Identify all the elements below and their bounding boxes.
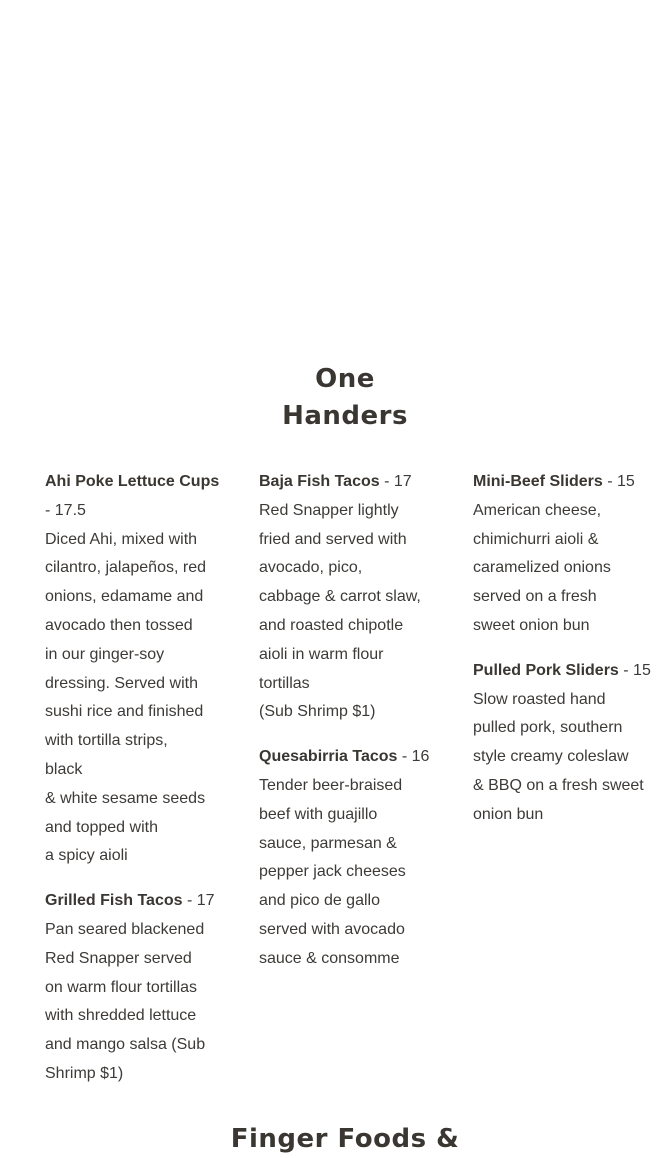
menu-item-header <box>259 743 441 772</box>
item-description <box>259 497 441 727</box>
item-description <box>259 772 441 974</box>
item-description-line: & white sesame seeds <box>45 789 206 807</box>
section-title-line: One <box>315 364 375 394</box>
item-description-line: served on a fresh <box>473 588 597 606</box>
item-description-line: with shredded lettuce <box>45 1007 197 1025</box>
item-description-line: a spicy aioli <box>45 847 128 865</box>
item-description <box>473 686 655 830</box>
item-description-line: aioli in warm flour <box>259 645 384 663</box>
menu-item-pulled-pork-sliders <box>473 657 655 830</box>
item-description-line: Diced Ahi, mixed with <box>45 530 198 548</box>
item-description-line: cabbage & carrot slaw, <box>259 588 421 606</box>
section-title-finger-foods <box>0 1121 670 1158</box>
item-description-line: style creamy coleslaw <box>473 748 629 766</box>
menu-item-header <box>45 887 227 916</box>
menu-item-header <box>259 468 441 497</box>
menu-item-ahi-poke <box>45 468 227 871</box>
menu-column-1 <box>45 468 227 1105</box>
item-description-line: served with avocado <box>259 920 405 938</box>
menu-item-mini-beef-sliders <box>473 468 655 641</box>
item-description-line: pulled pork, southern <box>473 719 623 737</box>
menu-item-header <box>45 468 227 526</box>
item-description-line: sweet onion bun <box>473 616 590 634</box>
item-description-line: in our ginger-soy <box>45 645 165 663</box>
menu-item-header <box>473 657 655 686</box>
item-description-line: and topped with <box>45 818 158 836</box>
menu-item-baja-fish-tacos <box>259 468 441 727</box>
item-description-line: chimichurri aioli & <box>473 530 599 548</box>
item-description-line: avocado, pico, <box>259 559 363 577</box>
item-description-line: beef with guajillo <box>259 805 378 823</box>
item-description-line: sushi rice and finished <box>45 703 204 721</box>
item-description-line: sauce, parmesan & <box>259 834 397 852</box>
item-description-line: Shrimp $1) <box>45 1064 124 1082</box>
item-description-line: cilantro, jalapeños, red <box>45 559 206 577</box>
item-price: - 17 <box>379 473 412 490</box>
item-name: Baja Fish Tacos <box>259 473 380 490</box>
item-description-line: and mango salsa (Sub <box>45 1036 206 1054</box>
item-price: - 17 <box>182 892 215 910</box>
section-title-line: Handers <box>282 401 408 431</box>
item-description-line: American cheese, <box>473 501 602 519</box>
item-description-line: dressing. Served with <box>45 674 198 692</box>
item-price: - 17.5 <box>45 501 86 519</box>
item-description-line: avocado then tossed <box>45 616 193 634</box>
item-name: Ahi Poke Lettuce Cups <box>45 473 220 490</box>
item-price: - 15 <box>602 473 635 490</box>
menu-item-grilled-fish-tacos <box>45 887 227 1089</box>
item-description <box>45 526 227 872</box>
menu-item-quesabirria-tacos <box>259 743 441 973</box>
item-description <box>473 497 655 641</box>
section-title-line: Finger Foods & <box>230 1124 460 1154</box>
menu-item-header <box>473 468 655 497</box>
item-description-line: and roasted chipotle <box>259 616 404 634</box>
item-description-line: Tender beer-braised <box>259 776 403 794</box>
item-description-line: (Sub Shrimp $1) <box>259 703 376 721</box>
item-description-line: tortillas <box>259 674 310 692</box>
item-name: Grilled Fish Tacos <box>45 892 183 910</box>
item-description-line: sauce & consomme <box>259 949 400 967</box>
item-description-line: and pico de gallo <box>259 892 380 910</box>
item-description-line: with tortilla strips, <box>45 732 168 750</box>
item-description-line: fried and served with <box>259 530 407 548</box>
item-name: Mini-Beef Sliders <box>473 473 603 490</box>
menu-column-2 <box>259 468 441 990</box>
item-description-line: Pan seared blackened <box>45 920 205 938</box>
item-description-line: Red Snapper lightly <box>259 501 399 519</box>
menu-column-3 <box>473 468 655 846</box>
item-name: Quesabirria Tacos <box>259 748 398 766</box>
item-description-line: onions, edamame and <box>45 588 204 606</box>
item-description-line: pepper jack cheeses <box>259 863 406 881</box>
section-title-one-handers <box>0 361 670 435</box>
item-description-line: Slow roasted hand <box>473 690 606 708</box>
item-description <box>45 916 227 1089</box>
item-description-line: caramelized onions <box>473 559 611 577</box>
item-description-line: Red Snapper served <box>45 949 192 967</box>
item-description-line: on warm flour tortillas <box>45 978 198 996</box>
item-description-line: onion bun <box>473 805 544 823</box>
item-price: - 15 <box>618 661 651 679</box>
item-price: - 16 <box>397 748 430 766</box>
item-description-line: & BBQ on a fresh sweet <box>473 776 644 794</box>
item-description-line: black <box>45 760 83 778</box>
item-name: Pulled Pork Sliders <box>473 661 619 679</box>
